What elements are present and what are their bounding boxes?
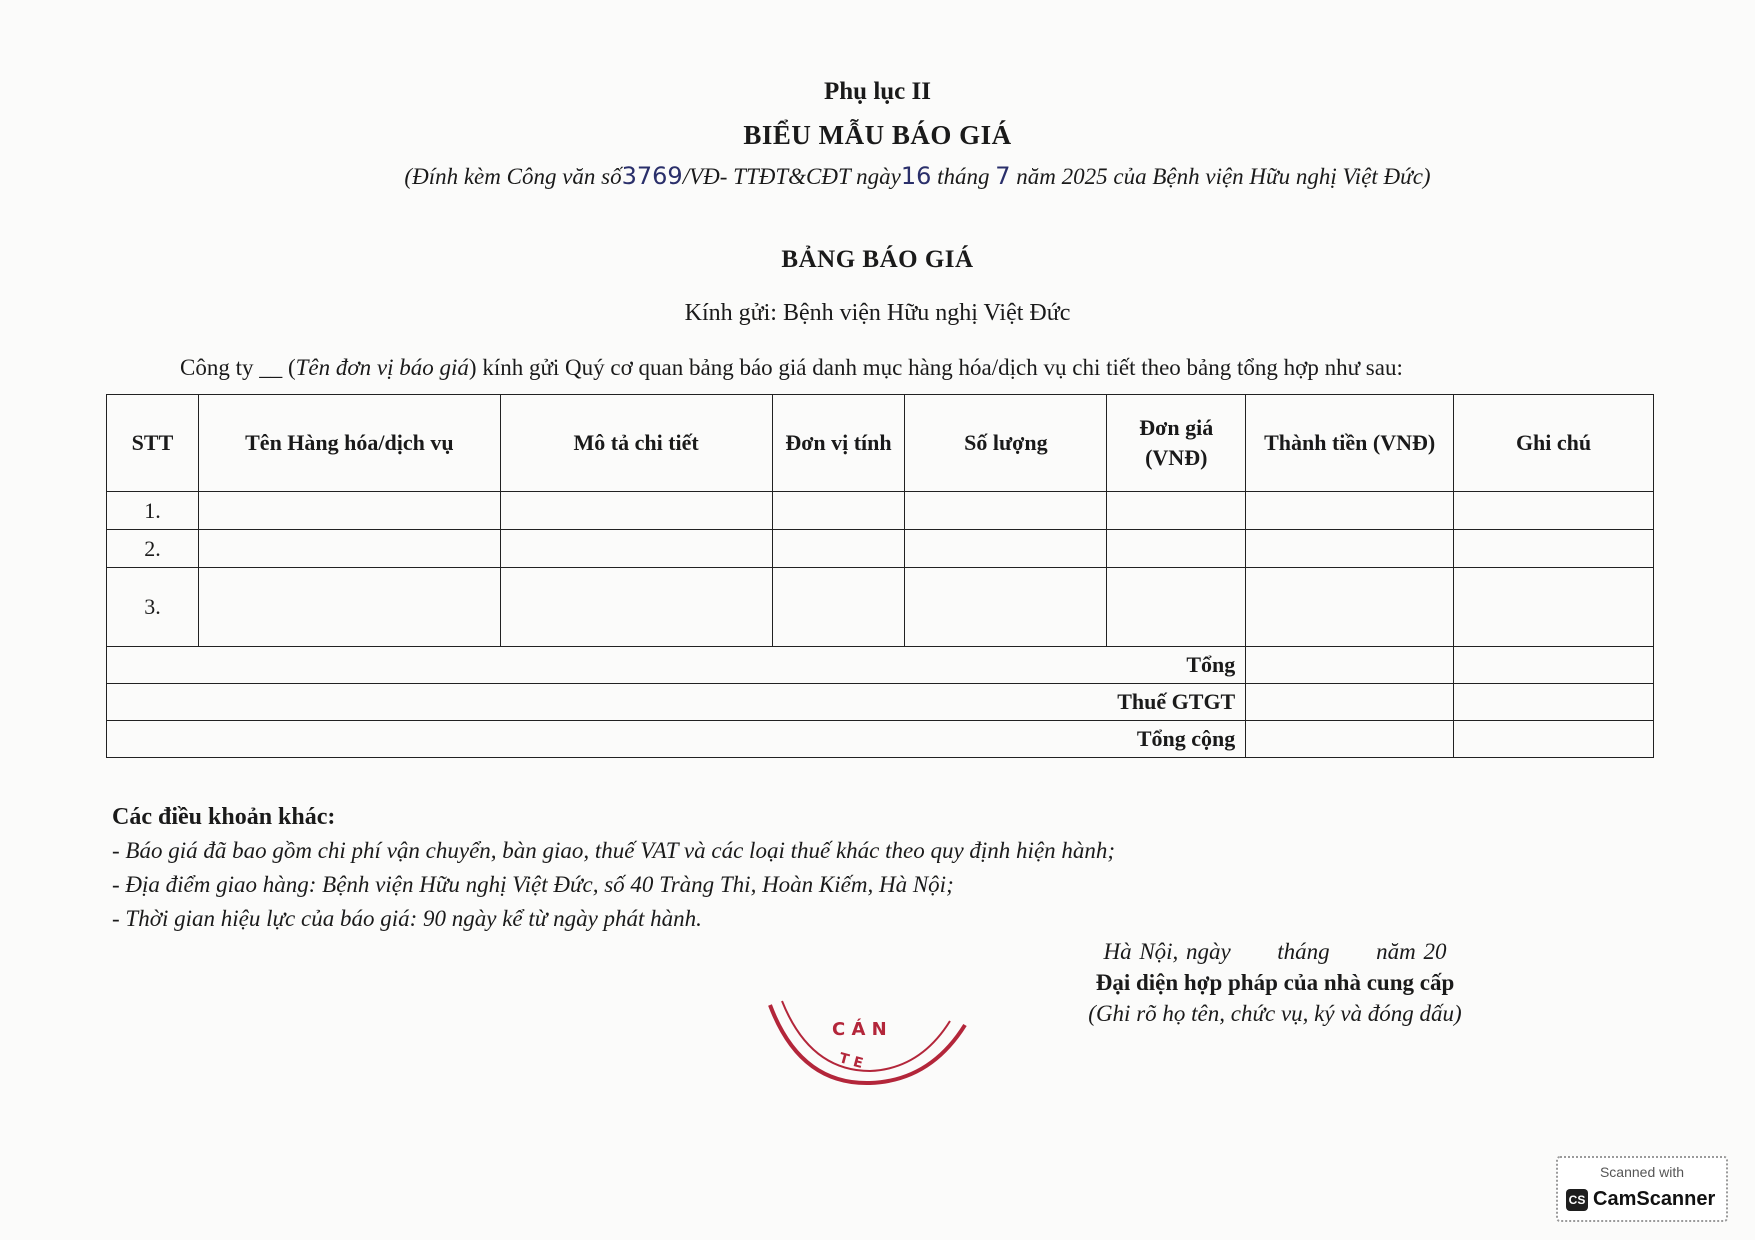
cell-note	[1454, 530, 1654, 568]
cell-description	[500, 530, 772, 568]
cell-name	[198, 492, 500, 530]
summary-grand-total-amount	[1246, 721, 1454, 758]
row-number: 1.	[107, 492, 199, 530]
cell-amount	[1246, 530, 1454, 568]
summary-row-vat	[107, 684, 1654, 721]
summary-grand-total-note	[1454, 721, 1654, 758]
col-header-name: Tên Hàng hóa/dịch vụ	[198, 395, 500, 492]
badge-caption: Scanned with	[1599, 1164, 1685, 1180]
form-title: BIỂU MẪU BÁO GIÁ	[743, 120, 1012, 150]
attachment-line	[40, 162, 1755, 190]
cell-unit	[772, 530, 905, 568]
quote-title: BẢNG BÁO GIÁ	[781, 246, 974, 273]
intro-start: Công ty __ (	[180, 355, 296, 380]
cell-quantity	[905, 530, 1107, 568]
camscanner-logo-icon: CS	[1566, 1189, 1588, 1211]
recipient-line: Kính gửi: Bệnh viện Hữu nghị Việt Đức	[684, 300, 1071, 326]
table-row	[107, 492, 1654, 530]
col-header-unit: Đơn vị tính	[772, 395, 905, 492]
summary-label-vat: Thuế GTGT	[107, 684, 1246, 721]
quote-table	[106, 394, 1654, 758]
attach-prefix: (Đính kèm Công văn số	[404, 164, 622, 189]
cell-quantity	[905, 492, 1107, 530]
terms-section	[112, 800, 1115, 936]
cell-amount	[1246, 492, 1454, 530]
row-number: 3.	[107, 568, 199, 647]
intro-italic: Tên đơn vị báo giá	[295, 355, 469, 380]
intro-paragraph	[180, 355, 1660, 381]
red-stamp-fragment	[760, 985, 980, 1095]
cell-unit-price	[1107, 530, 1246, 568]
summary-row-grand-total	[107, 721, 1654, 758]
terms-item: - Thời gian hiệu lực của báo giá: 90 ngày kể từ ngày phát hành.	[112, 906, 702, 931]
terms-item: - Địa điểm giao hàng: Bệnh viện Hữu nghị Việt Đức, số 40 Tràng Thi, Hoàn Kiếm, Hà Nội;	[112, 872, 954, 897]
cell-unit	[772, 568, 905, 647]
col-header-amount: Thành tiền (VNĐ)	[1246, 395, 1454, 492]
signature-representative: Đại diện hợp pháp của nhà cung cấp	[1095, 970, 1455, 995]
table-row	[107, 530, 1654, 568]
col-header-unit-price: Đơn giá (VNĐ)	[1107, 395, 1246, 492]
cell-amount	[1246, 568, 1454, 647]
table-header-row	[107, 395, 1654, 492]
summary-label-total: Tổng	[107, 647, 1246, 684]
signature-date-line: Hà Nội, ngày tháng năm 20	[1103, 939, 1447, 964]
summary-label-grand-total: Tổng cộng	[107, 721, 1246, 758]
summary-total-amount	[1246, 647, 1454, 684]
cell-description	[500, 568, 772, 647]
cell-name	[198, 530, 500, 568]
cell-note	[1454, 492, 1654, 530]
summary-row-total	[107, 647, 1654, 684]
intro-end: ) kính gửi Quý cơ quan bảng báo giá danh mục hàng hóa/dịch vụ chi tiết theo bảng tổng hợp như sau:	[468, 355, 1403, 380]
summary-total-note	[1454, 647, 1654, 684]
summary-vat-note	[1454, 684, 1654, 721]
svg-text:C Á N: C Á N	[832, 1019, 887, 1040]
handwritten-doc-number: 3769	[621, 162, 683, 190]
cell-description	[500, 492, 772, 530]
table-row	[107, 568, 1654, 647]
terms-item: - Báo giá đã bao gồm chi phí vận chuyển, bàn giao, thuế VAT và các loại thuế khác theo quy định hiện hành;	[112, 838, 1116, 863]
attach-mid2: tháng	[937, 164, 990, 189]
cell-note	[1454, 568, 1654, 647]
col-header-quantity: Số lượng	[905, 395, 1107, 492]
col-header-description: Mô tả chi tiết	[500, 395, 772, 492]
attach-suffix: năm 2025 của Bệnh viện Hữu nghị Việt Đức)	[1016, 164, 1431, 189]
summary-vat-amount	[1246, 684, 1454, 721]
col-header-stt: STT	[107, 395, 199, 492]
terms-heading: Các điều khoản khác:	[112, 804, 336, 830]
row-number: 2.	[107, 530, 199, 568]
cell-unit-price	[1107, 568, 1246, 647]
appendix-label: Phụ lục II	[824, 78, 931, 105]
attach-mid1: /VĐ- TTĐT&CĐT ngày	[682, 164, 901, 189]
camscanner-badge	[1556, 1156, 1728, 1222]
cell-unit	[772, 492, 905, 530]
signature-note: (Ghi rõ họ tên, chức vụ, ký và đóng dấu)	[1088, 1001, 1462, 1026]
badge-name: CamScanner	[1593, 1188, 1716, 1210]
cell-name	[198, 568, 500, 647]
handwritten-month: 7	[995, 162, 1011, 190]
col-header-note: Ghi chú	[1454, 395, 1654, 492]
cell-unit-price	[1107, 492, 1246, 530]
svg-text:T E: T E	[837, 1050, 865, 1072]
signature-block	[1020, 936, 1530, 1029]
handwritten-day: 16	[900, 162, 932, 190]
cell-quantity	[905, 568, 1107, 647]
